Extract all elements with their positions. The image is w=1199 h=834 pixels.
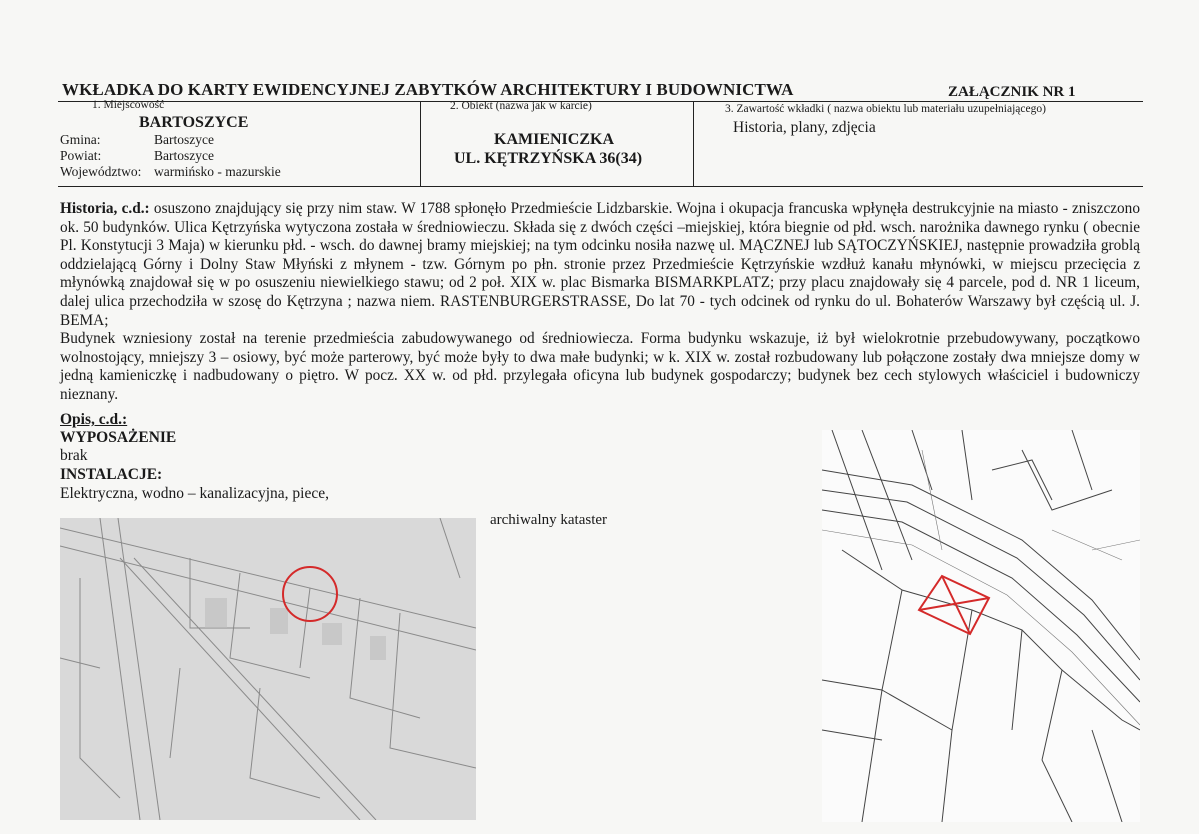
archival-cadastre-map — [60, 518, 476, 820]
annex-label: ZAŁĄCZNIK NR 1 — [948, 84, 1076, 100]
voivodeship-label: Województwo: — [60, 164, 142, 179]
document-title: WKŁADKA DO KARTY EWIDENCYJNEJ ZABYTKÓW ARCHITEKTURY I BUDOWNICTWA — [62, 80, 794, 99]
object-label: 2. Obiekt (nazwa jak w karcie) — [450, 100, 592, 112]
object-name: KAMIENICZKA — [494, 131, 615, 148]
location-marker-circle — [282, 566, 338, 622]
history-paragraph-2: Budynek wzniesiony został na terenie przedmieścia zabudowywanego od średniowiecza. Forma budynku wskazuje, iż był wielokrotnie przebudowywany, początkowo wolnostojący, mniejszy 3 – osiowy, być może parterowy, być może były to dwa małe budynki; w k. XIX w. został rozbudowany lub połączone zostały dwa mniejsze domy w jedną kamieniczkę i nadbudowany o piętro. W pocz. XX w. od płd. przylegała oficyna lub budynek gospodarczy; budynek bez cech stylowych właściciel i budowniczy nieznany. — [60, 330, 1140, 403]
column-divider-2 — [693, 101, 694, 186]
voivodeship-value: warmińsko - mazurskie — [154, 164, 281, 179]
header-rule-top — [58, 101, 1143, 102]
history-section — [60, 200, 1140, 405]
equipment-heading: WYPOSAŻENIE — [60, 429, 177, 446]
installations-heading: INSTALACJE: — [60, 466, 163, 483]
header-rule-bottom — [58, 186, 1143, 187]
gmina-label: Gmina: — [60, 132, 101, 147]
history-text-1: osuszono znajdujący się przy nim staw. W 1788 spłonęło Przedmieście Lidzbarskie. Wojna i okupacja francuska wpłynęła destrukcyjnie na miasto - zniszczono ok. 50 budynków. Ulica Kętrzyńska wytyczona została w średniowieczu. Składa się z dwóch części –miejskiej, która biegnie od płd. wsch. narożnika dawnego rynku ( obecnie Pl. Konstytucji 3 Maja) w kierunku płd. - wsch. do dawnej bramy miejskiej; na tym odcinku nosiła nazwę ul. MĄCZNEJ lub SĄTOCZYŃSKIEJ, następnie prowadziła groblą oddzielającą Górny i Dolny Staw Młyński z młynem - tzw. Górnym po płn. stronie przez Przedmieście Kętrzyńskie wzdłuż kanału młynówki, w miejscu przecięcia z młynówką znajdował się w po osuszeniu niewielkiego stawu; od 2 poł. XIX w. plac Bismarka BISMARKPLATZ; przy placu znajdowały się 4 parcele, pod d. NR 1 liceum, dalej ulica przechodziła w szosę do Kętrzyna ; nazwa niem. RASTENBURGERSTRASSE, Do lat 70 - tych odcinek od rynku do ul. Bohaterów Warszawy był częścią ul. J. BEMA; — [60, 200, 1140, 329]
column-divider-1 — [420, 101, 421, 186]
location-marker-polygon — [915, 572, 995, 638]
gmina-value: Bartoszyce — [154, 132, 214, 147]
installations-value: Elektryczna, wodno – kanalizacyjna, piece, — [60, 485, 329, 502]
contents-value: Historia, plany, zdjęcia — [733, 119, 876, 136]
contents-label: 3. Zawartość wkładki ( nazwa obiektu lub materiału uzupełniającego) — [725, 103, 1046, 115]
description-heading: Opis, c.d.: — [60, 411, 128, 428]
locality-value: BARTOSZYCE — [139, 114, 249, 131]
archival-cadastre-caption: archiwalny kataster — [490, 512, 608, 528]
equipment-value: brak — [60, 447, 88, 464]
history-heading: Historia, c.d.: — [60, 200, 150, 217]
powiat-label: Powiat: — [60, 148, 102, 163]
object-address: UL. KĘTRZYŃSKA 36(34) — [454, 150, 643, 167]
locality-label: 1. Miejscowość — [92, 99, 165, 111]
history-paragraph-1 — [60, 200, 1140, 330]
powiat-value: Bartoszyce — [154, 148, 214, 163]
